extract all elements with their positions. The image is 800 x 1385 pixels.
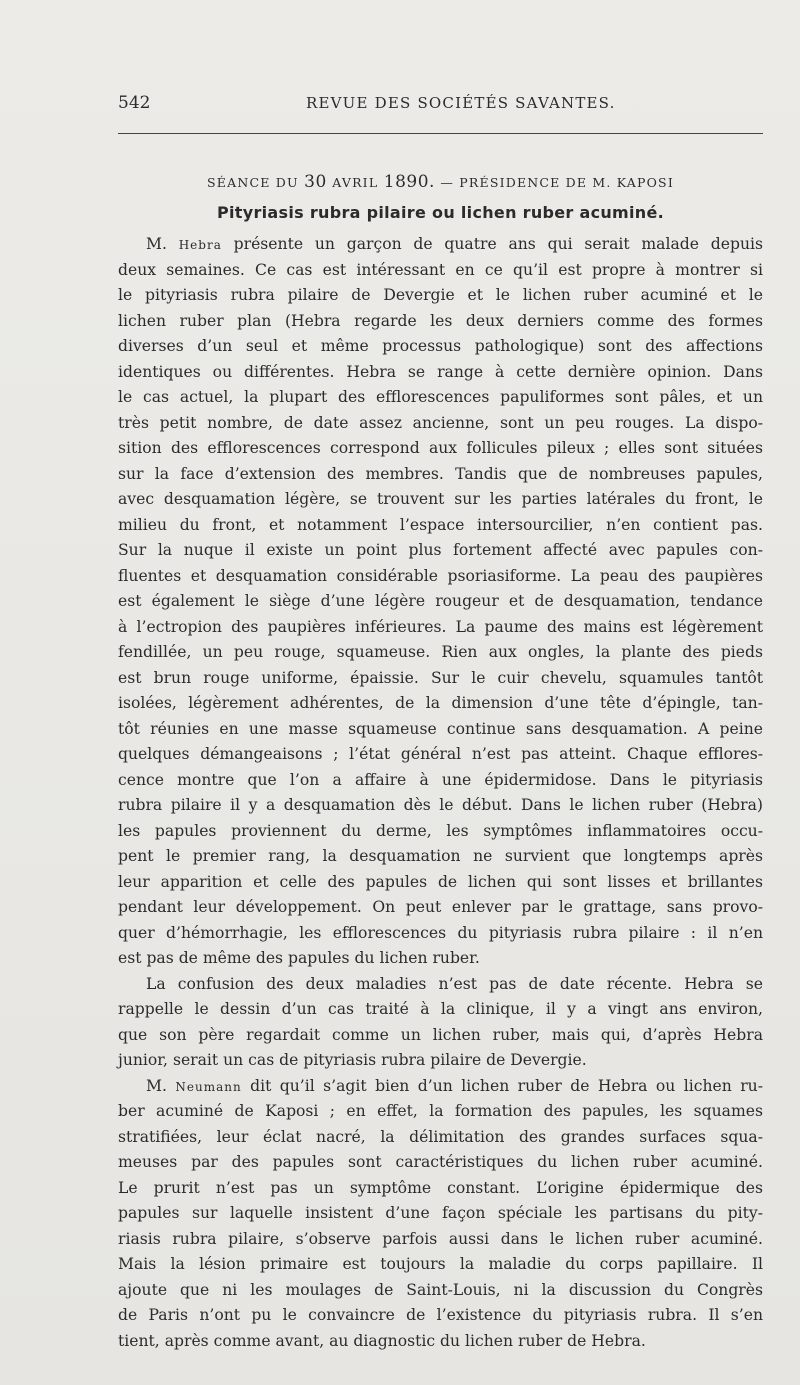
paragraph-line: Sur la nuque il existe un point plus fortement affecté avec papules con- (118, 541, 763, 559)
paragraph-line: pendant leur développement. On peut enlever par le grattage, sans provo- (118, 898, 763, 916)
paragraph-line: rubra pilaire il y a desquamation dès le début. Dans le lichen ruber (Hebra) (118, 796, 763, 814)
session-year: 1890. (383, 172, 435, 192)
paragraph-line: Mais la lésion primaire est toujours la maladie du corps papillaire. Il (118, 1255, 763, 1273)
paragraph-line: le pityriasis rubra pilaire de Devergie et le lichen ruber acuminé et le (118, 286, 763, 304)
paragraph-line: lichen ruber plan (Hebra regarde les deux derniers comme des formes (118, 311, 763, 330)
paragraph-line: quer d’hémorrhagie, les efflorescences du pityriasis rubra pilaire : il n’en (118, 923, 763, 942)
session-label: SÉANCE DU (207, 175, 299, 190)
running-header (118, 93, 763, 117)
session-day: 30 (304, 172, 327, 192)
session-heading (118, 172, 763, 192)
paragraph-line: stratifiées, leur éclat nacré, la délimitation des grandes surfaces squa- (118, 1127, 763, 1146)
paragraph-line: avec desquamation légère, se trouvent sur les parties latérales du front, le (118, 490, 763, 508)
session-month: AVRIL (332, 175, 379, 190)
paragraph-line: meuses par des papules sont caractéristiques du lichen ruber acuminé. (118, 1153, 763, 1171)
paragraph-line (118, 1074, 763, 1100)
paragraph-line: identiques ou différentes. Hebra se range à cette dernière opinion. Dans (118, 362, 763, 381)
paragraph-line: ber acuminé de Kaposi ; en effet, la formation des papules, les squames (118, 1102, 763, 1120)
paragraph-line: sur la face d’extension des membres. Tandis que de nombreuses papules, (118, 464, 763, 483)
paragraph-text: présente un garçon de quatre ans qui serait malade depuis (221, 235, 763, 253)
paragraph-line: riasis rubra pilaire, s’observe parfois aussi dans le lichen ruber acuminé. (118, 1229, 763, 1248)
paragraph-line: est pas de même des papules du lichen ruber. (118, 949, 480, 967)
paragraph-line: La confusion des deux maladies n’est pas de date récente. Hebra se (146, 974, 763, 993)
paragraph-line: rappelle le dessin d’un cas traité à la clinique, il y a vingt ans environ, (118, 1000, 763, 1018)
paragraph-line: isolées, légèrement adhérentes, de la dimension d’une tête d’épingle, tan- (118, 694, 763, 712)
speaker-prefix: M. (146, 235, 179, 253)
paragraph-line: pent le premier rang, la desquamation ne survient que longtemps après (118, 847, 763, 865)
paragraph-line: est également le siège d’une légère rougeur et de desquamation, tendance (118, 592, 763, 610)
speaker-name: Hebra (178, 238, 222, 252)
paragraph-line: tient, après comme avant, au diagnostic du lichen ruber de Hebra. (118, 1331, 646, 1350)
paragraph-line: junior, serait un cas de pityriasis rubra pilaire de Devergie. (118, 1051, 587, 1069)
paragraph-line: tôt réunies en une masse squameuse continue sans desquamation. A peine (118, 719, 763, 738)
paragraph-line: que son père regardait comme un lichen ruber, mais qui, d’après Hebra (118, 1025, 763, 1044)
paragraph-line: Le prurit n’est pas un symptôme constant. L’origine épidermique des (118, 1178, 763, 1197)
paragraph-line: très petit nombre, de date assez ancienne, sont un peu rouges. La dispo- (118, 413, 763, 432)
paragraph-line: diverses d’un seul et même processus pathologique) sont des affections (118, 337, 763, 355)
session-presidency: — PRÉSIDENCE DE M. KAPOSI (440, 175, 674, 190)
paragraph-line: ajoute que ni les moulages de Saint-Louis, ni la discussion du Congrès (118, 1280, 763, 1299)
paragraph-line: quelques démangeaisons ; l’état général n’est pas atteint. Chaque efflores- (118, 745, 763, 763)
paragraph-line: sition des efflorescences correspond aux follicules pileux ; elles sont situées (118, 439, 763, 457)
running-title: REVUE DES SOCIÉTÉS SAVANTES. (306, 94, 616, 112)
paragraph-line: le cas actuel, la plupart des efflorescences papuliformes sont pâles, et un (118, 388, 763, 406)
paragraph-line: de Paris n’ont pu le convaincre de l’existence du pityriasis rubra. Il s’en (118, 1306, 763, 1324)
paragraph-line: deux semaines. Ce cas est intéressant en ce qu’il est propre à montrer si (118, 260, 763, 279)
paragraph-line: fluentes et desquamation considérable psoriasiforme. La peau des paupières (118, 566, 763, 585)
paragraph-line: fendillée, un peu rouge, squameuse. Rien aux ongles, la plante des pieds (118, 643, 763, 661)
header-rule (118, 133, 763, 134)
article-title: Pityriasis rubra pilaire ou lichen ruber acuminé. (216, 203, 665, 222)
paragraph-line: est brun rouge uniforme, épaissie. Sur le cuir chevelu, squamules tantôt (118, 668, 763, 687)
paragraph-line (118, 232, 763, 258)
paragraph-line: milieu du front, et notamment l’espace intersourcilier, n’en contient pas. (118, 515, 763, 534)
paragraph-line: papules sur laquelle insistent d’une façon spéciale les partisans du pity- (118, 1204, 763, 1222)
paragraph-line: à l’ectropion des paupières inférieures. La paume des mains est légèrement (118, 617, 763, 636)
speaker-name: Neumann (175, 1079, 242, 1094)
speaker-prefix: M. (146, 1076, 176, 1095)
paragraph-line: cence montre que l’on a affaire à une épidermidose. Dans le pityriasis (118, 770, 763, 789)
paragraph-line: leur apparition et celle des papules de lichen qui sont lisses et brillantes (118, 872, 763, 891)
paragraph-line: les papules proviennent du derme, les symptômes inflammatoires occu- (118, 821, 763, 840)
page-number: 542 (118, 93, 151, 113)
article-body (118, 232, 763, 1354)
paragraph-text: dit qu’il s’agit bien d’un lichen ruber de Hebra ou lichen ru- (241, 1076, 763, 1095)
